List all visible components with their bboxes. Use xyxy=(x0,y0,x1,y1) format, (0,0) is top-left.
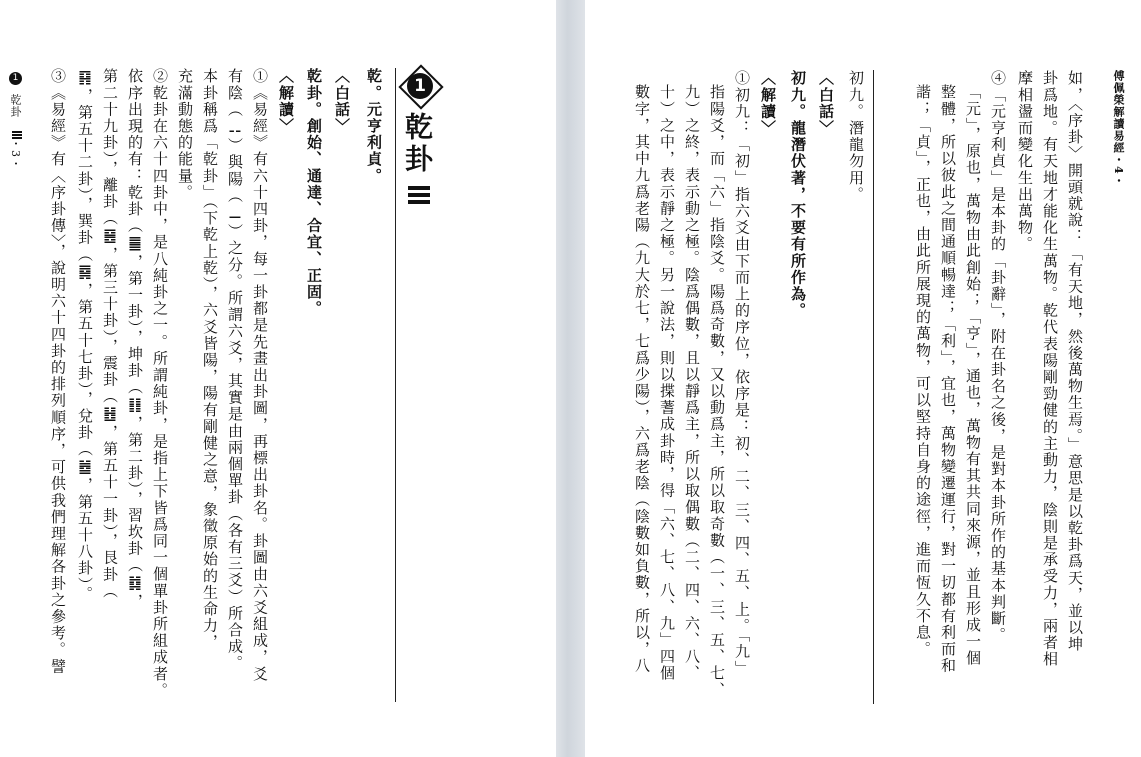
baihua-text: 乾卦。創始、通達、合宜、正固。 xyxy=(305,68,323,317)
folio-chapter-badge: 1 xyxy=(9,72,22,85)
divider-line xyxy=(873,70,874,704)
baihua-text: 初九。龍潛伏著，不要有所作為。 xyxy=(789,70,807,319)
para1-line2: 有陰（⚋）與陽（⚊）之分。所謂六爻，其實是由兩個單卦（各有三爻）所合成。 xyxy=(226,68,244,672)
para-top-line2: 卦爲地。有天地才能化生萬物。乾代表陽剛勁健的主動力，陰則是承受力，兩者相 xyxy=(1041,70,1059,668)
para4-line3: 整體，所以彼此之間通順暢達；「利」，宜也，萬物變遷運行，對一切都有利而和 xyxy=(939,84,957,675)
jiedu-line1: ①初九：「初」指六爻由下而上的序位，依序是：初、二、三、四、五、上。「九」 xyxy=(733,70,751,677)
folio-chapter-title: 乾卦 xyxy=(9,94,22,118)
jiedu-line2: 指陽爻，而「六」指陰爻。陽爲奇數，又以動爲主，所以取奇數（一、三、五、七、 xyxy=(708,84,726,699)
para-top-line1: 如，〈序卦〉開頭就說：「有天地，然後萬物生焉。」意思是以乾卦爲天，並以坤 xyxy=(1066,70,1084,653)
para2-line1: ②乾卦在六十四卦中，是八純卦之一。所謂純卦，是指上下皆爲同一個單卦所組成者。 xyxy=(151,68,169,699)
para4-line1: ④「元亨利貞」是本卦的「卦辭」，附在卦名之後，是對本卦所作的基本判斷。 xyxy=(989,70,1007,644)
jiedu-line5: 數字，其中九爲老陽（九大於七，七爲少陽），六爲老陰（陰數如負數，所以，八 xyxy=(633,84,651,675)
line-chujiu: 初九。潛龍勿用。 xyxy=(847,70,865,203)
para4-line2: 「元」，原也，萬物由此創始；「亨」，通也，萬物有其共同來源，並且形成一個 xyxy=(964,84,982,667)
section-jiedu-heading: 〈解讀〉 xyxy=(277,68,295,135)
para2-line4: ䷳，第五十二卦），巽卦（䷸，第五十七卦），兌卦（䷹，第五十八卦）。 xyxy=(76,68,94,603)
para1-line3: 本卦稱爲「乾卦」（下乾上乾），六爻皆陽，陽有剛健之意，象徵原始的生命力， xyxy=(201,68,219,651)
running-head: 傅佩榮解讀易經・4・ xyxy=(1112,70,1125,187)
para-top-line3: 摩相盪而變化生出萬物。 xyxy=(1016,70,1034,253)
section-baihua-heading: 〈白話〉 xyxy=(817,70,835,137)
jiedu-line4: 十）之中，表示靜之極。另一說法，則以揲蓍成卦時，得「六、七、八、九」四個 xyxy=(658,84,676,682)
para3-line1: ③《易經》有〈序卦傳〉，說明六十四卦的排列順序，可供我們理解各卦之參考。譬 xyxy=(49,68,67,675)
chapter-title: 乾卦 xyxy=(401,112,434,176)
heading-line: 乾。元亨利貞。 xyxy=(365,68,383,185)
chapter-number: 1 xyxy=(407,73,433,99)
para4-line4: 諧；「貞」，正也，由此所展現的萬物，可以堅持自身的途徑，進而恆久不息。 xyxy=(914,84,932,658)
book-gutter xyxy=(556,0,585,757)
para1-line4: 充滿動態的能量。 xyxy=(176,68,194,201)
divider-line xyxy=(395,68,396,702)
para2-line2: 依序出現的有：乾卦（䷀，第一卦），坤卦（䷁，第二卦），習坎卦（䷜， xyxy=(126,68,144,610)
section-jiedu-heading: 〈解讀〉 xyxy=(759,70,777,137)
jiedu-line3: 九）之終，表示動之極。陰爲偶數，且以靜爲主，所以取偶數（二、四、六、八、 xyxy=(683,84,701,682)
left-page xyxy=(0,0,556,757)
folio-page-number: ・3・ xyxy=(9,138,22,170)
right-page xyxy=(585,0,1141,757)
chapter-trigram-icon xyxy=(408,184,430,204)
section-baihua-heading: 〈白話〉 xyxy=(333,68,351,135)
para1-line1: ①《易經》有六十四卦，每一卦都是先畫出卦圖，再標出卦名。卦圖由六爻組成，爻 xyxy=(251,68,269,683)
para2-line3: 第二十九卦），離卦（䷝，第三十卦），震卦（䷲，第五十一卦），艮卦（ xyxy=(101,68,119,600)
